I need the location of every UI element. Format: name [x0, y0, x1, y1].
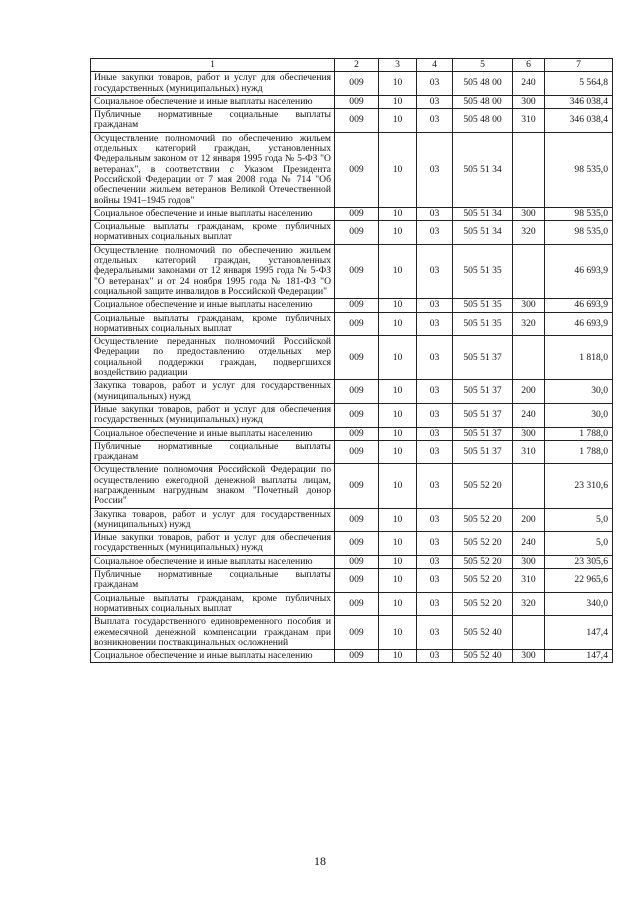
cell-ministry-code: 009 [335, 555, 379, 568]
table-row [91, 380, 613, 404]
cell-section: 10 [379, 592, 417, 616]
cell-subsection: 03 [417, 555, 453, 568]
table-row [91, 592, 613, 616]
cell-target-article: 505 51 35 [453, 312, 513, 336]
cell-target-article: 505 51 37 [453, 380, 513, 404]
cell-subsection: 03 [417, 207, 453, 220]
table-row [91, 109, 613, 133]
cell-ministry-code: 009 [335, 440, 379, 464]
cell-expense-type: 200 [513, 380, 545, 404]
cell-amount: 1 818,0 [545, 336, 613, 380]
cell-target-article: 505 51 37 [453, 336, 513, 380]
cell-amount: 23 310,6 [545, 464, 613, 508]
cell-expense-type: 310 [513, 569, 545, 593]
budget-table [90, 58, 613, 663]
cell-description: Иные закупки товаров, работ и услуг для обеспечения государственных (муниципальных) нужд [91, 403, 335, 427]
cell-expense-type: 240 [513, 532, 545, 556]
header-cell: 3 [379, 59, 417, 72]
cell-section: 10 [379, 312, 417, 336]
cell-amount: 46 693,9 [545, 244, 613, 298]
cell-target-article: 505 48 00 [453, 72, 513, 96]
header-cell: 1 [91, 59, 335, 72]
cell-subsection: 03 [417, 650, 453, 663]
cell-ministry-code: 009 [335, 569, 379, 593]
table-body [91, 59, 613, 663]
cell-target-article: 505 52 20 [453, 508, 513, 532]
cell-section: 10 [379, 555, 417, 568]
table-row [91, 95, 613, 108]
cell-expense-type: 320 [513, 592, 545, 616]
header-cell: 5 [453, 59, 513, 72]
cell-section: 10 [379, 440, 417, 464]
cell-ministry-code: 009 [335, 508, 379, 532]
cell-target-article: 505 52 20 [453, 569, 513, 593]
cell-expense-type: 320 [513, 221, 545, 245]
cell-expense-type: 300 [513, 427, 545, 440]
cell-description: Закупка товаров, работ и услуг для государственных (муниципальных) нужд [91, 508, 335, 532]
cell-description: Выплата государственного единовременного пособия и ежемесячной денежной компенсации гражданам при возникновении поствакцинальных осложнений [91, 616, 335, 650]
cell-section: 10 [379, 650, 417, 663]
cell-ministry-code: 009 [335, 427, 379, 440]
cell-ministry-code: 009 [335, 109, 379, 133]
cell-section: 10 [379, 221, 417, 245]
cell-expense-type [513, 464, 545, 508]
table-row [91, 616, 613, 650]
cell-section: 10 [379, 207, 417, 220]
cell-expense-type: 300 [513, 95, 545, 108]
cell-target-article: 505 48 00 [453, 109, 513, 133]
table-row [91, 132, 613, 207]
cell-target-article: 505 51 35 [453, 299, 513, 312]
cell-ministry-code: 009 [335, 616, 379, 650]
cell-amount: 30,0 [545, 380, 613, 404]
cell-description: Социальное обеспечение и иные выплаты населению [91, 650, 335, 663]
cell-ministry-code: 009 [335, 299, 379, 312]
cell-section: 10 [379, 109, 417, 133]
cell-target-article: 505 52 20 [453, 592, 513, 616]
cell-amount: 98 535,0 [545, 221, 613, 245]
cell-description: Публичные нормативные социальные выплаты гражданам [91, 569, 335, 593]
cell-subsection: 03 [417, 299, 453, 312]
cell-expense-type: 310 [513, 109, 545, 133]
cell-amount: 1 788,0 [545, 440, 613, 464]
cell-section: 10 [379, 72, 417, 96]
cell-amount: 346 038,4 [545, 109, 613, 133]
cell-section: 10 [379, 464, 417, 508]
page-number: 18 [314, 854, 326, 868]
cell-subsection: 03 [417, 403, 453, 427]
header-cell: 2 [335, 59, 379, 72]
table-row [91, 555, 613, 568]
cell-expense-type [513, 244, 545, 298]
cell-section: 10 [379, 508, 417, 532]
cell-section: 10 [379, 616, 417, 650]
table-row [91, 427, 613, 440]
cell-ministry-code: 009 [335, 336, 379, 380]
cell-target-article: 505 52 20 [453, 532, 513, 556]
cell-ministry-code: 009 [335, 72, 379, 96]
cell-target-article: 505 51 37 [453, 440, 513, 464]
cell-amount: 30,0 [545, 403, 613, 427]
cell-subsection: 03 [417, 132, 453, 207]
cell-amount: 147,4 [545, 616, 613, 650]
cell-subsection: 03 [417, 464, 453, 508]
cell-description: Иные закупки товаров, работ и услуг для обеспечения государственных (муниципальных) нужд [91, 72, 335, 96]
cell-section: 10 [379, 299, 417, 312]
cell-amount: 46 693,9 [545, 299, 613, 312]
cell-expense-type: 300 [513, 207, 545, 220]
cell-amount: 5,0 [545, 532, 613, 556]
cell-description: Социальное обеспечение и иные выплаты населению [91, 299, 335, 312]
cell-ministry-code: 009 [335, 207, 379, 220]
cell-subsection: 03 [417, 440, 453, 464]
cell-target-article: 505 51 34 [453, 207, 513, 220]
cell-ministry-code: 009 [335, 592, 379, 616]
cell-amount: 346 038,4 [545, 95, 613, 108]
cell-expense-type: 320 [513, 312, 545, 336]
cell-subsection: 03 [417, 569, 453, 593]
table-row [91, 207, 613, 220]
cell-ministry-code: 009 [335, 380, 379, 404]
cell-target-article: 505 51 35 [453, 244, 513, 298]
table-row [91, 221, 613, 245]
cell-subsection: 03 [417, 508, 453, 532]
cell-ministry-code: 009 [335, 650, 379, 663]
cell-subsection: 03 [417, 221, 453, 245]
cell-subsection: 03 [417, 72, 453, 96]
table-row [91, 532, 613, 556]
cell-section: 10 [379, 95, 417, 108]
cell-target-article: 505 48 00 [453, 95, 513, 108]
table-row [91, 440, 613, 464]
header-cell: 6 [513, 59, 545, 72]
cell-description: Социальное обеспечение и иные выплаты населению [91, 555, 335, 568]
cell-description: Социальное обеспечение и иные выплаты населению [91, 95, 335, 108]
cell-ministry-code: 009 [335, 464, 379, 508]
cell-description: Социальные выплаты гражданам, кроме публичных нормативных социальных выплат [91, 312, 335, 336]
header-row [91, 59, 613, 72]
cell-expense-type: 300 [513, 555, 545, 568]
cell-section: 10 [379, 532, 417, 556]
cell-section: 10 [379, 403, 417, 427]
cell-amount: 1 788,0 [545, 427, 613, 440]
cell-target-article: 505 51 34 [453, 132, 513, 207]
cell-ministry-code: 009 [335, 132, 379, 207]
cell-subsection: 03 [417, 312, 453, 336]
cell-amount: 23 305,6 [545, 555, 613, 568]
table-row [91, 312, 613, 336]
header-cell: 4 [417, 59, 453, 72]
cell-expense-type: 200 [513, 508, 545, 532]
cell-subsection: 03 [417, 532, 453, 556]
cell-description: Осуществление полномочия Российской Федерации по осуществлению ежегодной денежной выплаты лицам, награжденным нагрудным знаком "Почетный донор России" [91, 464, 335, 508]
cell-target-article: 505 51 34 [453, 221, 513, 245]
cell-subsection: 03 [417, 244, 453, 298]
table-row [91, 508, 613, 532]
cell-description: Закупка товаров, работ и услуг для государственных (муниципальных) нужд [91, 380, 335, 404]
table-row [91, 72, 613, 96]
cell-description: Осуществление полномочий по обеспечению жильем отдельных категорий граждан, установленных Федеральным законом от 12 января 1995 года № 5-ФЗ "О ветеранах", в соответствии с Указом Президента Российской Федерации от 7 мая 2008 года № 714 "Об обеспечении жильем ветеранов Великой Отечественной войны 1941–1945 годов" [91, 132, 335, 207]
cell-amount: 147,4 [545, 650, 613, 663]
table-row [91, 336, 613, 380]
cell-target-article: 505 51 37 [453, 403, 513, 427]
cell-section: 10 [379, 132, 417, 207]
cell-description: Осуществление полномочий по обеспечению жильем отдельных категорий граждан, установленных федеральными законами от 12 января 1995 года № 5-ФЗ "О ветеранах" и от 24 ноября 1995 года № 181-ФЗ "О социальной защите инвалидов в Российской Федерации" [91, 244, 335, 298]
cell-description: Публичные нормативные социальные выплаты гражданам [91, 109, 335, 133]
cell-ministry-code: 009 [335, 244, 379, 298]
header-cell: 7 [545, 59, 613, 72]
cell-amount: 46 693,9 [545, 312, 613, 336]
cell-amount: 98 535,0 [545, 207, 613, 220]
cell-ministry-code: 009 [335, 221, 379, 245]
cell-ministry-code: 009 [335, 532, 379, 556]
cell-subsection: 03 [417, 592, 453, 616]
cell-amount: 340,0 [545, 592, 613, 616]
cell-section: 10 [379, 336, 417, 380]
table-row [91, 569, 613, 593]
cell-subsection: 03 [417, 380, 453, 404]
cell-section: 10 [379, 244, 417, 298]
table-row [91, 299, 613, 312]
cell-description: Социальные выплаты гражданам, кроме публичных нормативных социальных выплат [91, 221, 335, 245]
cell-amount: 22 965,6 [545, 569, 613, 593]
cell-description: Социальное обеспечение и иные выплаты населению [91, 207, 335, 220]
cell-amount: 98 535,0 [545, 132, 613, 207]
cell-target-article: 505 52 40 [453, 616, 513, 650]
cell-description: Социальные выплаты гражданам, кроме публичных нормативных социальных выплат [91, 592, 335, 616]
cell-description: Публичные нормативные социальные выплаты гражданам [91, 440, 335, 464]
table-row [91, 464, 613, 508]
cell-section: 10 [379, 427, 417, 440]
cell-expense-type: 240 [513, 72, 545, 96]
cell-section: 10 [379, 380, 417, 404]
cell-expense-type: 300 [513, 299, 545, 312]
cell-description: Иные закупки товаров, работ и услуг для обеспечения государственных (муниципальных) нужд [91, 532, 335, 556]
cell-amount: 5 564,8 [545, 72, 613, 96]
cell-target-article: 505 51 37 [453, 427, 513, 440]
cell-expense-type: 300 [513, 650, 545, 663]
cell-target-article: 505 52 20 [453, 555, 513, 568]
cell-ministry-code: 009 [335, 403, 379, 427]
cell-ministry-code: 009 [335, 312, 379, 336]
table-row [91, 244, 613, 298]
cell-subsection: 03 [417, 109, 453, 133]
table-row [91, 403, 613, 427]
table-row [91, 650, 613, 663]
cell-description: Социальное обеспечение и иные выплаты населению [91, 427, 335, 440]
cell-expense-type: 310 [513, 440, 545, 464]
cell-expense-type [513, 616, 545, 650]
cell-subsection: 03 [417, 616, 453, 650]
cell-subsection: 03 [417, 336, 453, 380]
cell-amount: 5,0 [545, 508, 613, 532]
cell-expense-type [513, 336, 545, 380]
cell-subsection: 03 [417, 427, 453, 440]
cell-description: Осуществление переданных полномочий Российской Федерации по предоставлению отдельных мер социальной поддержки граждан, подвергшихся воздействию радиации [91, 336, 335, 380]
cell-ministry-code: 009 [335, 95, 379, 108]
cell-target-article: 505 52 20 [453, 464, 513, 508]
cell-expense-type: 240 [513, 403, 545, 427]
cell-subsection: 03 [417, 95, 453, 108]
cell-expense-type [513, 132, 545, 207]
cell-section: 10 [379, 569, 417, 593]
cell-target-article: 505 52 40 [453, 650, 513, 663]
